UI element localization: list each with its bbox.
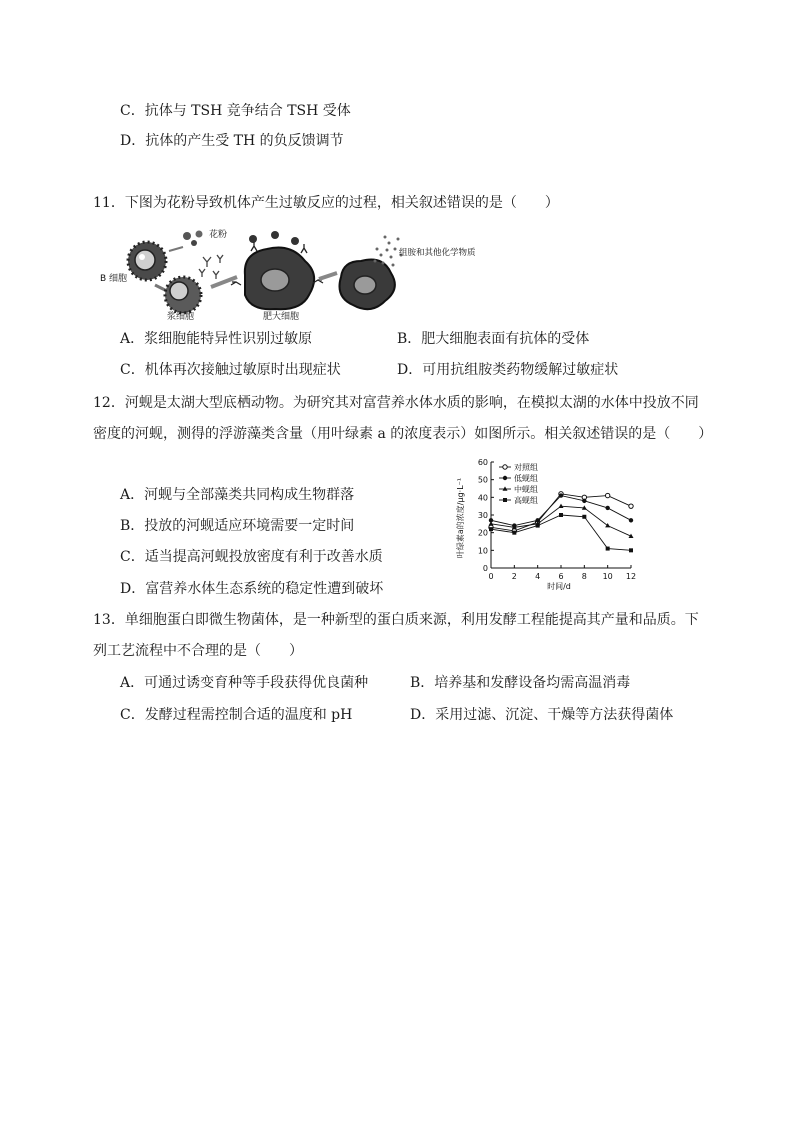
label-histamine: 组胺和其他化学物质 <box>399 248 476 258</box>
y-tick-label: 0 <box>482 564 488 573</box>
label-mast-cell: 肥大细胞 <box>263 312 300 321</box>
allergy-process-illustration <box>95 225 495 321</box>
data-point <box>559 513 563 517</box>
data-point <box>559 493 563 497</box>
legend-label: 低蚬组 <box>514 474 538 483</box>
y-tick-label: 50 <box>477 475 488 485</box>
y-tick-label: 60 <box>477 458 488 467</box>
label-plasma-cell: 浆细胞 <box>167 312 195 321</box>
q11-stem: 11．下图为花粉导致机体产生过敏反应的过程，相关叙述错误的是（ ） <box>93 195 559 211</box>
arrow-icon <box>169 247 183 251</box>
y-tick-label: 10 <box>477 546 488 556</box>
x-tick-label: 4 <box>535 572 541 581</box>
plasma-cell-icon <box>165 277 201 313</box>
series-2 <box>489 493 633 527</box>
legend-label: 高蚬组 <box>514 496 538 505</box>
arrow-icon <box>319 273 337 279</box>
q10-option-d: D．抗体的产生受 TH 的负反馈调节 <box>120 133 344 149</box>
data-point <box>582 515 586 519</box>
data-point <box>606 547 610 551</box>
chlorophyll-line-chart <box>455 456 645 592</box>
antibody-icon <box>199 255 223 279</box>
x-tick-label: 0 <box>488 572 494 581</box>
y-axis-label: 叶绿素a的浓度/μg·L⁻¹ <box>456 477 465 559</box>
q12-stem-line2: 密度的河蚬，测得的浮游藻类含量（用叶绿素 a 的浓度表示）如图所示。相关叙述错误的是（ ） <box>93 426 713 442</box>
data-point <box>503 476 507 480</box>
mast-cell-icon <box>231 242 323 309</box>
data-point <box>605 506 609 510</box>
y-tick-label: 30 <box>477 511 488 520</box>
q12-option-b: B．投放的河蚬适应环境需要一定时间 <box>120 518 355 534</box>
series-line <box>491 515 631 550</box>
antigen-icon <box>249 231 299 245</box>
data-point <box>503 465 507 469</box>
series-line <box>491 496 631 526</box>
x-tick-label: 2 <box>511 572 517 581</box>
q11-option-a: A．浆细胞能特异性识别过敏原 <box>120 331 313 347</box>
q13-option-a: A．可通过诱变育种等手段获得优良菌种 <box>120 675 369 691</box>
data-point <box>605 523 610 527</box>
q12-option-c: C．适当提高河蚬投放密度有利于改善水质 <box>120 549 383 565</box>
legend-item <box>499 462 538 472</box>
x-tick-label: 8 <box>581 572 587 581</box>
degranulating-mast-cell-icon <box>340 260 395 310</box>
q12-option-d: D．富营养水体生态系统的稳定性遭到破坏 <box>120 581 384 597</box>
q13-option-b: B．培养基和发酵设备均需高温消毒 <box>410 675 631 691</box>
legend-item <box>499 495 538 505</box>
y-tick-label: 40 <box>477 493 488 503</box>
q11-option-b: B．肥大细胞表面有抗体的受体 <box>397 331 590 347</box>
data-point <box>629 548 633 552</box>
data-point <box>629 504 633 508</box>
data-point <box>605 493 609 497</box>
legend-label: 中蚬组 <box>514 485 538 494</box>
data-point <box>489 527 493 531</box>
q12-stem-line1: 12．河蚬是太湖大型底栖动物。为研究其对富营养水体水质的影响，在模拟太湖的水体中投放不同 <box>93 395 699 411</box>
x-tick-label: 6 <box>558 572 564 581</box>
series-3 <box>489 504 634 538</box>
data-point <box>536 524 540 528</box>
x-axis-label: 时间/d <box>547 582 571 591</box>
data-point <box>489 521 494 525</box>
legend-label: 对照组 <box>514 463 538 472</box>
data-point <box>503 498 507 502</box>
pollen-icon <box>183 231 203 247</box>
data-point <box>512 531 516 535</box>
q13-option-c: C．发酵过程需控制合适的温度和 pH <box>120 707 353 723</box>
data-point <box>582 499 586 503</box>
q11-option-d: D．可用抗组胺类药物缓解过敏症状 <box>397 362 619 378</box>
data-point <box>559 504 564 508</box>
q12-option-a: A．河蚬与全部藻类共同构成生物群落 <box>120 487 355 503</box>
legend-item <box>499 484 538 494</box>
q10-option-c: C．抗体与 TSH 竞争结合 TSH 受体 <box>120 103 351 119</box>
b-cell-icon <box>128 242 166 280</box>
series-4 <box>489 513 633 552</box>
q13-stem-line2: 列工艺流程中不合理的是（ ） <box>93 643 303 659</box>
data-point <box>629 518 633 522</box>
q11-option-c: C．机体再次接触过敏原时出现症状 <box>120 362 341 378</box>
y-tick-label: 20 <box>477 528 488 538</box>
x-tick-label: 10 <box>602 572 613 581</box>
x-tick-label: 12 <box>625 572 637 581</box>
legend-item <box>499 473 538 483</box>
label-pollen: 花粉 <box>209 230 228 240</box>
q13-stem-line1: 13．单细胞蛋白即微生物菌体，是一种新型的蛋白质来源，利用发酵工程能提高其产量和品质。下 <box>93 612 699 628</box>
label-b-cell: B 细胞 <box>100 274 128 284</box>
q13-option-d: D．采用过滤、沉淀、干燥等方法获得菌体 <box>410 707 674 723</box>
